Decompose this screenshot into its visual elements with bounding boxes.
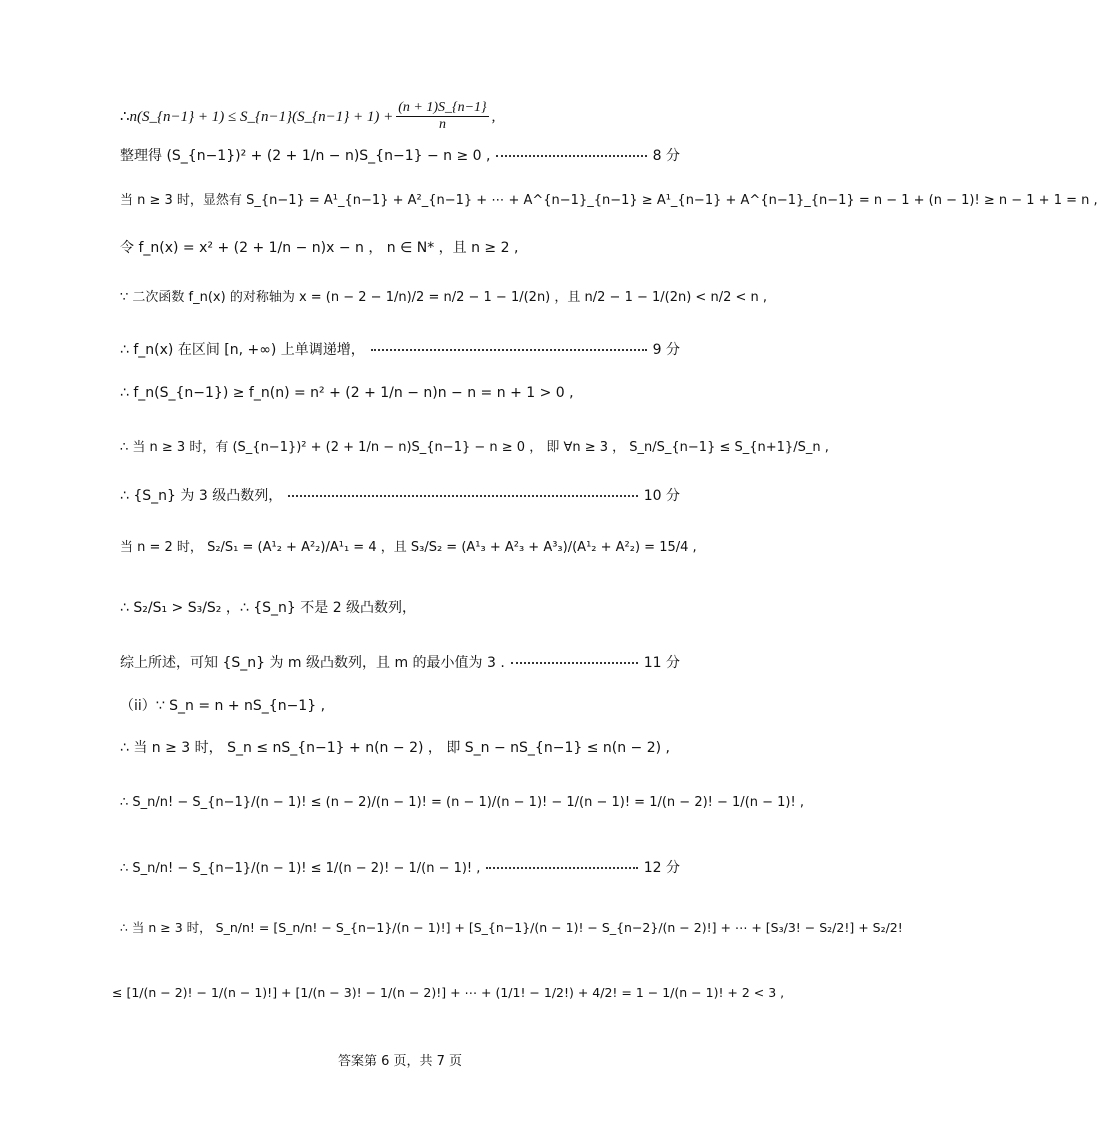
line-14: [120, 740, 680, 757]
line-13: [120, 698, 680, 715]
line-1: [120, 100, 680, 133]
score-mark: 12 分: [643, 860, 680, 876]
line-4-text: 令 f_n(x) = x² + (2 + 1/n − n)x − n ， n ∈ N* ，且 n ≥ 2 ,: [120, 240, 519, 256]
line-15: [120, 795, 804, 811]
line-16: [120, 860, 680, 877]
line-18: [112, 985, 785, 1000]
line-11-text: ∴ S₂/S₁ > S₃/S₂ ，∴ {S_n} 不是 2 级凸数列，: [120, 600, 417, 616]
line-5: [120, 290, 768, 306]
score-mark: 8 分: [652, 148, 680, 164]
score-mark: 11 分: [643, 655, 680, 671]
line-5-text: ∵ 二次函数 f_n(x) 的对称轴为 x = (n − 2 − 1/n)/2 = n/2 − 1 − 1/(2n) ，且 n/2 − 1 − 1/(2n) < n/2 < n ,: [120, 290, 768, 305]
line-17-text: ∴ 当 n ≥ 3 时， S_n/n! = [S_n/n! − S_{n−1}/(n − 1)!] + [S_{n−1}/(n − 1)! − S_{n−2}/(n − 2)!] + ⋯ + [S₃/3! − S₂/2!] + S₂/2!: [120, 920, 903, 935]
line-1-fraction-numerator: (n + 1)S_{n−1}: [396, 100, 488, 117]
line-4: [120, 240, 680, 257]
line-12: [120, 655, 680, 672]
line-1-post: ,: [491, 108, 496, 125]
line-8-text: ∴ 当 n ≥ 3 时，有 (S_{n−1})² + (2 + 1/n − n)S_{n−1} − n ≥ 0 ， 即 ∀n ≥ 3 ， S_n/S_{n−1} ≤ S_{n+1}/S_n ,: [120, 440, 829, 455]
line-8: [120, 440, 829, 456]
line-16-text: ∴ S_n/n! − S_{n−1}/(n − 1)! ≤ 1/(n − 2)! − 1/(n − 1)! ,: [120, 860, 481, 876]
line-1-expr: n(S_{n−1} + 1) ≤ S_{n−1}(S_{n−1} + 1) +: [129, 108, 394, 125]
line-1-pre: ∴: [120, 108, 130, 125]
line-9: [120, 488, 680, 505]
line-7-text: ∴ f_n(S_{n−1}) ≥ f_n(n) = n² + (2 + 1/n − n)n − n = n + 1 > 0 ,: [120, 385, 574, 401]
line-18-text: ≤ [1/(n − 2)! − 1/(n − 1)!] + [1/(n − 3)! − 1/(n − 2)!] + ⋯ + (1/1! − 1/2!) + 4/2! = 1 − 1/(n − 1)! + 2 < 3 ,: [112, 985, 785, 1000]
line-1-fraction-denominator: n: [438, 117, 446, 133]
page-footer: 答案第 6 页，共 7 页: [337, 1054, 463, 1069]
line-14-text: ∴ 当 n ≥ 3 时， S_n ≤ nS_{n−1} + n(n − 2) ， 即 S_n − nS_{n−1} ≤ n(n − 2) ,: [120, 740, 670, 756]
dotted-leader: [511, 662, 638, 664]
score-mark: 10 分: [643, 488, 680, 504]
line-6-text: ∴ f_n(x) 在区间 [n, +∞) 上单调递增，: [120, 342, 365, 358]
dotted-leader: [486, 867, 637, 869]
dotted-leader: [371, 349, 647, 351]
line-12-text: 综上所述，可知 {S_n} 为 m 级凸数列，且 m 的最小值为 3 .: [120, 655, 505, 671]
line-15-text: ∴ S_n/n! − S_{n−1}/(n − 1)! ≤ (n − 2)/(n − 1)! = (n − 1)/(n − 1)! − 1/(n − 1)! = 1/(n − 2)! − 1/(n − 1)! ,: [120, 795, 804, 810]
line-3: [120, 193, 1098, 209]
line-2: [120, 148, 680, 165]
line-6: [120, 342, 680, 359]
line-3-text: 当 n ≥ 3 时，显然有 S_{n−1} = A¹_{n−1} + A²_{n−1} + ⋯ + A^{n−1}_{n−1} ≥ A¹_{n−1} + A^{n−1}_{n−1} = n − 1 + (n − 1)! ≥ n − 1 + 1 = n ,: [120, 193, 1098, 208]
dotted-leader: [496, 155, 646, 157]
line-10-text: 当 n = 2 时， S₂/S₁ = (A¹₂ + A²₂)/A¹₁ = 4 ，且 S₃/S₂ = (A¹₃ + A²₃ + A³₃)/(A¹₂ + A²₂) = 15/4 ,: [120, 540, 697, 555]
line-7: [120, 385, 680, 402]
line-1-fraction: [396, 100, 488, 133]
score-mark: 9 分: [652, 342, 680, 358]
line-9-text: ∴ {S_n} 为 3 级凸数列，: [120, 488, 283, 504]
line-2-text: 整理得 (S_{n−1})² + (2 + 1/n − n)S_{n−1} − n ≥ 0 ,: [120, 148, 491, 164]
dotted-leader: [288, 495, 638, 497]
line-17: [120, 920, 903, 935]
line-11: [120, 600, 680, 617]
line-13-text: （ii）∵ S_n = n + nS_{n−1} ,: [120, 698, 326, 714]
line-10: [120, 540, 697, 556]
